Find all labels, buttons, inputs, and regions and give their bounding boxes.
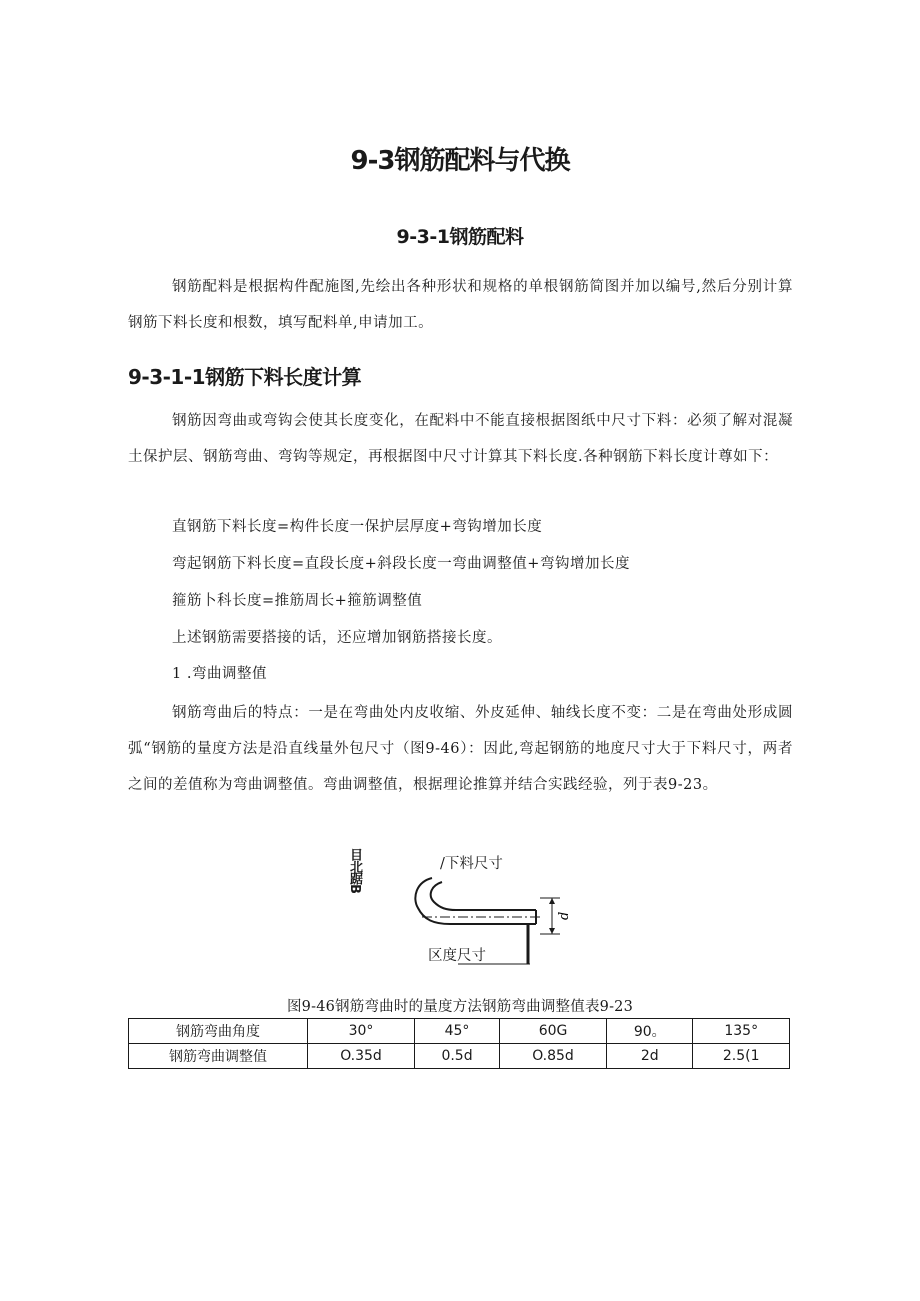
dim-arrow-top (549, 898, 555, 904)
table-row-values (129, 1044, 790, 1069)
table-cell: 2d (607, 1044, 693, 1069)
formula-bent: 弯起钢筋下料长度=直段长度+斜段长度一弯曲调整值+弯钩增加长度 (172, 556, 630, 572)
section-heading: 9-3-1钢筋配料 (396, 226, 524, 248)
table-cell: 0.5d (415, 1044, 500, 1069)
length-paragraph: 钢筋因弯曲或弯钩会使其长度变化，在配料中不能直接根据图纸中尺寸下料：必须了解对混凝土保护层、钢筋弯曲、弯钩等规定，再根据图中尺寸计算其下料长度.各种钢筋下料长度计尊如下： (128, 413, 793, 465)
table-cell: O.85d (500, 1044, 607, 1069)
figure-top-label: /下料尺寸 (440, 856, 503, 872)
bend-adjustment-table (128, 1018, 790, 1069)
intro-paragraph: 钢筋配料是根据构件配施图,先绘出各种形状和规格的单根钢筋简图并加以编号,然后分别计算钢筋下料长度和根数，填写配料单,申请加工。 (128, 279, 793, 331)
table-cell: O.35d (308, 1044, 415, 1069)
table-row-header: 钢筋弯曲调整值 (129, 1044, 308, 1069)
table-cell: 90。 (607, 1019, 693, 1044)
dim-d-label: d (557, 911, 572, 920)
table-cell: 135° (693, 1019, 790, 1044)
list-item-heading: 1 .弯曲调整值 (172, 666, 267, 682)
rebar-bend-diagram (400, 872, 580, 968)
page-title: 9-3钢筋配料与代换 (350, 146, 570, 176)
subsection-heading: 9-3-1-1钢筋下料长度计算 (128, 365, 362, 389)
table-cell: 2.5(1 (693, 1044, 790, 1069)
bend-paragraph: 钢筋弯曲后的特点：一是在弯曲处内皮收缩、外皮延伸、轴线长度不变：二是在弯曲处形成圆弧“钢筋的量度方法是沿直线量外包尺寸（图9-46）：因此,弯起钢筋的地度尺寸大于下料尺寸，两者之间的差值称为弯曲调整值。弯曲调整值，根据理论推算并结合实践经验，列于表9-23。 (128, 705, 793, 793)
figure-caption: 图9-46钢筋弯曲时的量度方法钢筋弯曲调整值表9-23 (286, 999, 634, 1015)
table-row-header: 钢筋弯曲角度 (129, 1019, 308, 1044)
formula-straight: 直钢筋下料长度=构件长度一保护层厚度+弯钩增加长度 (172, 519, 543, 535)
table-cell: 45° (415, 1019, 500, 1044)
lap-note: 上述钢筋需要搭接的话，还应增加钢筋搭接长度。 (172, 630, 502, 646)
dim-arrow-bottom (549, 928, 555, 934)
table-row-angles (129, 1019, 790, 1044)
figure-bottom-label: 区度尺寸 (428, 948, 486, 964)
bar-inner-edge (431, 882, 536, 910)
figure-side-label: 目北踞B (347, 848, 362, 893)
formula-stirrup: 箍筋卜科长度=推筋周长+箍筋调整值 (172, 593, 423, 609)
table-cell: 30° (308, 1019, 415, 1044)
table-cell: 60G (500, 1019, 607, 1044)
